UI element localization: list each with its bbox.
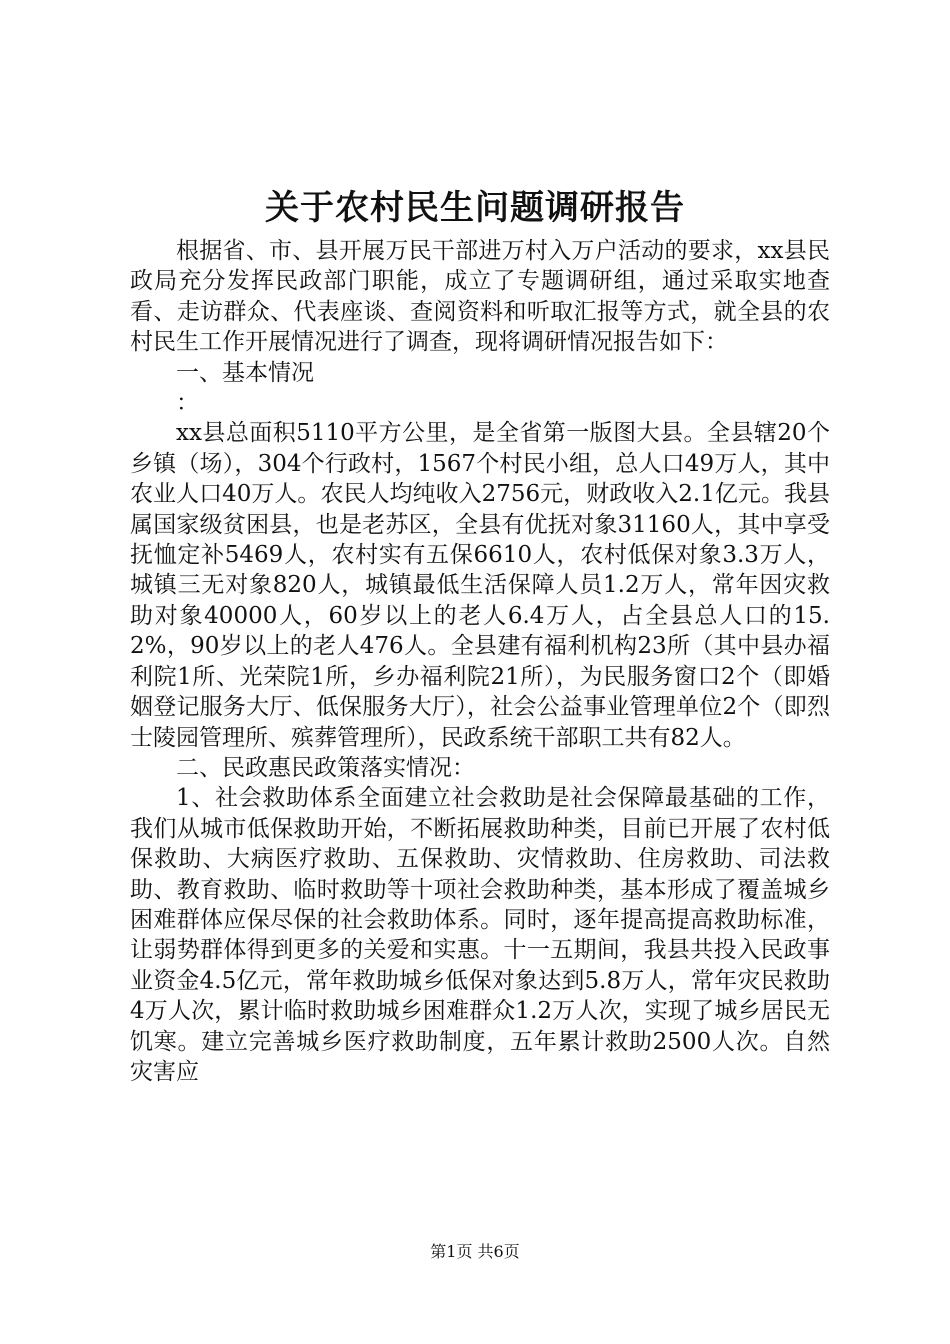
page-title: 关于农村民生问题调研报告 [265, 188, 685, 228]
intro-paragraph: 根据省、市、县开展万民干部进万村入万户活动的要求，xx县民政局充分发挥民政部门职能，成立了专题调研组，通过采取实地查看、走访群众、代表座谈、查阅资料和听取汇报等方式，就全县的农村民生工作开展情况进行了调查，现将调研情况报告如下： [130, 238, 830, 356]
basic-info-paragraph: xx县总面积5110平方公里，是全省第一版图大县。全县辖20个乡镇（场），304个行政村，1567个村民小组，总人口49万人，其中农业人口40万人。农民人均纯收入2756元，财政收入2.1亿元。我县属国家级贫困县，也是老苏区，全县有优抚对象31160人，其中享受抚恤定补5469人，农村实有五保6610人，农村低保对象3.3万人，城镇三无对象820人，城镇最低生活保障人员1.2万人，常年因灾救助对象40000人，60岁以上的老人6.4万人，占全县总人口的15.2%，90岁以上的老人476人。全县建有福利机构23所（其中县办福利院1所、光荣院1所，乡办福利院21所），为民服务窗口2个（即婚姻登记服务大厅、低保服务大厅），社会公益事业管理单位2个（即烈士陵园管理所、殡葬管理所），民政系统干部职工共有82人。 [130, 420, 830, 751]
document-body [130, 236, 830, 1087]
colon-line: ： [176, 390, 199, 417]
section-heading-basic: 一、基本情况 [176, 359, 314, 386]
social-aid-paragraph: 1、社会救助体系全面建立社会救助是社会保障最基础的工作，我们从城市低保救助开始，不断拓展救助种类，目前已开展了农村低保救助、大病医疗救助、五保救助、灾情救助、住房救助、司法救助、教育救助、临时救助等十项社会救助种类，基本形成了覆盖城乡困难群体应保尽保的社会救助体系。同时，逐年提高提高救助标准，让弱势群体得到更多的关爱和实惠。十一五期间，我县共投入民政事业资金4.5亿元，常年救助城乡低保对象达到5.8万人，常年灾民救助4万人次，累计临时救助城乡困难群众1.2万人次，实现了城乡居民无饥寒。建立完善城乡医疗救助制度，五年累计救助2500人次。自然灾害应 [130, 785, 830, 1085]
page-footer: 第1页 共6页 [430, 1242, 520, 1261]
section-heading-policy: 二、民政惠民政策落实情况： [176, 754, 475, 781]
